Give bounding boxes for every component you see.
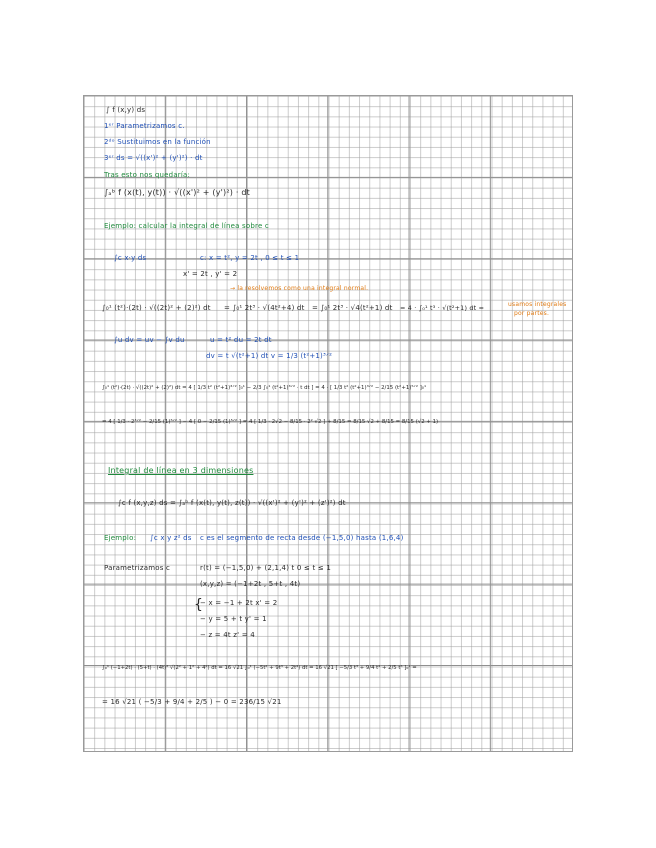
- step-2-substitute: 2ᵈᵒ Sustituimos en la función: [104, 138, 211, 146]
- step-3-ds-formula: 3ᵉʳ ds = √((x')² + (y')²) · dt: [104, 154, 203, 162]
- example-2-segment: c es el segmento de recta desde (−1,5,0) hasta (1,6,4): [200, 534, 404, 542]
- note-parts-line-1: usamos integrales: [508, 301, 567, 308]
- line-integral-definition: ∫ f (x,y) ds: [106, 106, 146, 114]
- parametric-point: (x,y,z) = (−1+2t , 5+t , 4t): [200, 580, 301, 588]
- x-equation: − x = −1 + 2t x' = 2: [200, 599, 278, 607]
- example-2-label: Ejemplo:: [104, 534, 137, 542]
- example-1-step-a: ∫₀¹ (t²)·(2t) · √((2t)² + (2)²) dt: [102, 304, 211, 312]
- y-equation: − y = 5 + t y' = 1: [200, 615, 267, 623]
- parts-dv-v: dv = t √(t²+1) dt v = 1/3 (t²+1)³ᐟ²: [206, 352, 333, 360]
- example-1-integral: ∫c x·y ds: [114, 254, 147, 262]
- vector-equation: r(t) = (−1,5,0) + (2,1,4) t 0 ≤ t ≤ 1: [200, 564, 332, 572]
- example-2-integral-evaluation: ∫₀¹ (−1+2t) · (5+t) · (4t)² √(2² + 1² + 4²) dt = 16 √21 ∫₀¹ (−5t² + 9t³ + 2t⁴) dt = 16 √21 [ −5/3 t³ + 9/4 t⁴ + 2/5 t⁵ ]₀¹ =: [102, 665, 417, 671]
- step-1-parametrize: 1ᵉʳ Parametrizamos c.: [104, 122, 185, 130]
- example-1-title: Ejemplo: calcular la integral de línea sobre c: [104, 222, 269, 230]
- note-normal-integral: → la resolvemos como una integral normal.: [230, 285, 369, 292]
- z-equation: − z = 4t z' = 4: [200, 631, 255, 639]
- example-1-curve: c: x = t², y = 2t , 0 ≤ t ≤ 1: [200, 254, 300, 262]
- example-1-step-d: = 4 · ∫₀¹ t³ · √(t²+1) dt =: [400, 304, 485, 312]
- result-intro: Tras esto nos quedaría:: [104, 171, 191, 179]
- example-1-step-c: = ∫₀¹ 2t³ · √4(t²+1) dt: [312, 304, 393, 312]
- example-1-final-result: = 4 [ 1/3 · 2³ᐟ² − 2/15 (1)⁵ᐟ² ] − 4 [ 0 − 2/15 (1)⁵ᐟ² ] = 4 [ 1/3 · 2√2 − 8/15 · 2² √2 ] + 8/15 = 8/15 √2 + 8/15 = 8/15 (√2 + 1): [102, 419, 439, 425]
- integration-by-parts-formula: ∫u dv = uv − ∫v du: [114, 336, 185, 344]
- example-2-integral: ∫c x y z² ds: [150, 534, 192, 542]
- parametrize-c-label: Parametrizamos c: [104, 564, 171, 572]
- 3d-line-integral-formula: ∫c f (x,y,z) ds = ∫ₐᵇ f (x(t), y(t), z(t)) · √((x')² + (y')² + (z')²) dt: [118, 499, 346, 507]
- general-integral-formula: ∫ₐᵇ f (x(t), y(t)) · √((x')² + (y')²) · dt: [104, 188, 250, 197]
- example-1-derivatives: x' = 2t , y' = 2: [183, 270, 238, 278]
- parts-u-du: u = t² du = 2t dt: [210, 336, 272, 344]
- note-parts-line-2: por partes.: [514, 310, 550, 317]
- brace-left: {: [194, 597, 204, 613]
- example-1-step-b: = ∫₀¹ 2t³ · √(4t²+4) dt: [224, 304, 305, 312]
- example-1-by-parts: ∫₀¹ (t²)·(2t) · √((2t)² + (2)²) dt = 4 [ 1/3 t² (t²+1)³ᐟ² ]₀¹ − 2/3 ∫₀¹ (t²+1)³ᐟ² · t dt ] = 4 · [ 1/3 t² (t²+1)³ᐟ² − 2/15 (t²+1)⁵ᐟ² ]₀¹: [102, 385, 427, 391]
- section-3d-heading: Integral de línea en 3 dimensiones: [108, 466, 254, 475]
- example-2-final-result: = 16 √21 ( −5/3 + 9/4 + 2/5 ) − 0 = 236/15 √21: [102, 698, 282, 706]
